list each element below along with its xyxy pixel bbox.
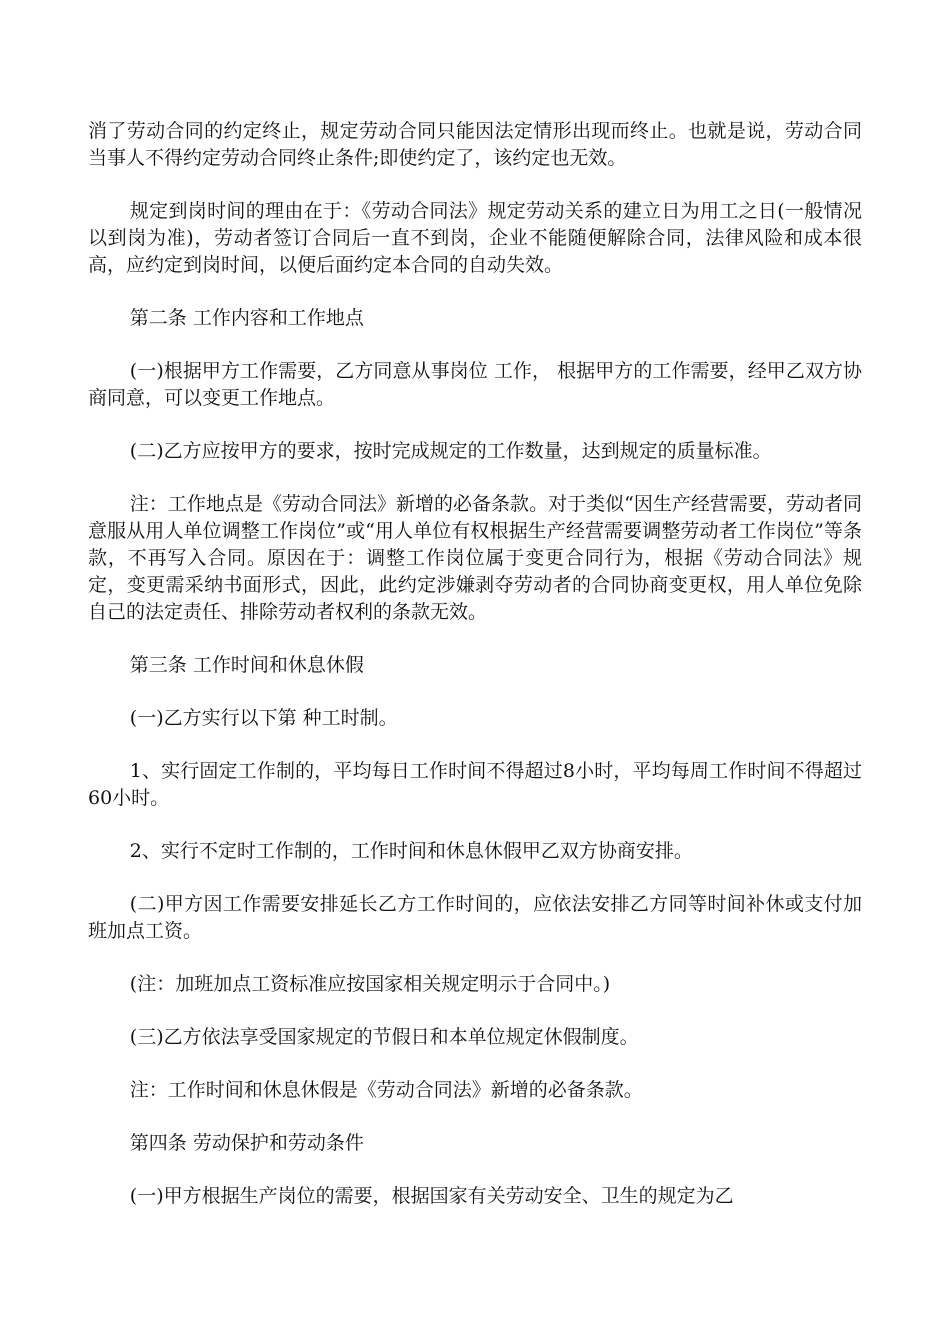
paragraph-arrival-time-reason: 规定到岗时间的理由在于：《劳动合同法》规定劳动关系的建立日为用工之日(一般情况以到岗为准)，劳动者签订合同后一直不到岗，企业不能随便解除合同，法律风险和成本很高，应约定到岗时间，以便后面约定本合同的自动失效。 [88, 200, 862, 276]
article-3-note: 注：工作时间和休息休假是《劳动合同法》新增的必备条款。 [129, 1079, 643, 1101]
paragraph-contract-termination: 消了劳动合同的约定终止，规定劳动合同只能因法定情形出现而终止。也就是说，劳动合同当事人不得约定劳动合同终止条件;即使约定了，该约定也无效。 [88, 120, 862, 169]
article-4-item-1: (一)甲方根据生产岗位的需要，根据国家有关劳动安全、卫生的规定为乙 [129, 1185, 734, 1207]
article-3-item-2: (二)甲方因工作需要安排延长乙方工作时间的，应依法安排乙方同等时间补休或支付加班加点工资。 [88, 893, 862, 942]
document-page [88, 118, 862, 1236]
article-2-note: 注：工作地点是《劳动合同法》新增的必备条款。对于类似“因生产经营需要，劳动者同意服从用人单位调整工作岗位”或“用人单位有权根据生产经营需要调整劳动者工作岗位”等条款，不再写入合同。原因在于：调整工作岗位属于变更合同行为，根据《劳动合同法》规定，变更需采纳书面形式，因此，此约定涉嫌剥夺劳动者的合同协商变更权，用人单位免除自己的法定责任、排除劳动者权利的条款无效。 [88, 493, 862, 623]
article-2-item-2: (二)乙方应按甲方的要求，按时完成规定的工作数量，达到规定的质量标准。 [129, 440, 772, 462]
article-3-item-3: (三)乙方依法享受国家规定的节假日和本单位规定休假制度。 [129, 1026, 639, 1048]
article-3-overtime-note: (注：加班加点工资标准应按国家相关规定明示于合同中。) [129, 973, 611, 995]
article-2-heading: 第二条 工作内容和工作地点 [129, 307, 364, 329]
article-3-item-1-option-1: 1、实行固定工作制的，平均每日工作时间不得超过8小时，平均每周工作时间不得超过60小时。 [88, 760, 862, 809]
article-2-item-1: (一)根据甲方工作需要，乙方同意从事岗位 工作， 根据甲方的工作需要，经甲乙双方协商同意，可以变更工作地点。 [88, 360, 862, 409]
article-4-heading: 第四条 劳动保护和劳动条件 [129, 1132, 364, 1154]
article-3-item-1-option-2: 2、实行不定时工作制的，工作时间和休息休假甲乙双方协商安排。 [129, 840, 693, 862]
article-3-heading: 第三条 工作时间和休息休假 [129, 654, 364, 676]
article-3-item-1: (一)乙方实行以下第 种工时制。 [129, 707, 398, 729]
